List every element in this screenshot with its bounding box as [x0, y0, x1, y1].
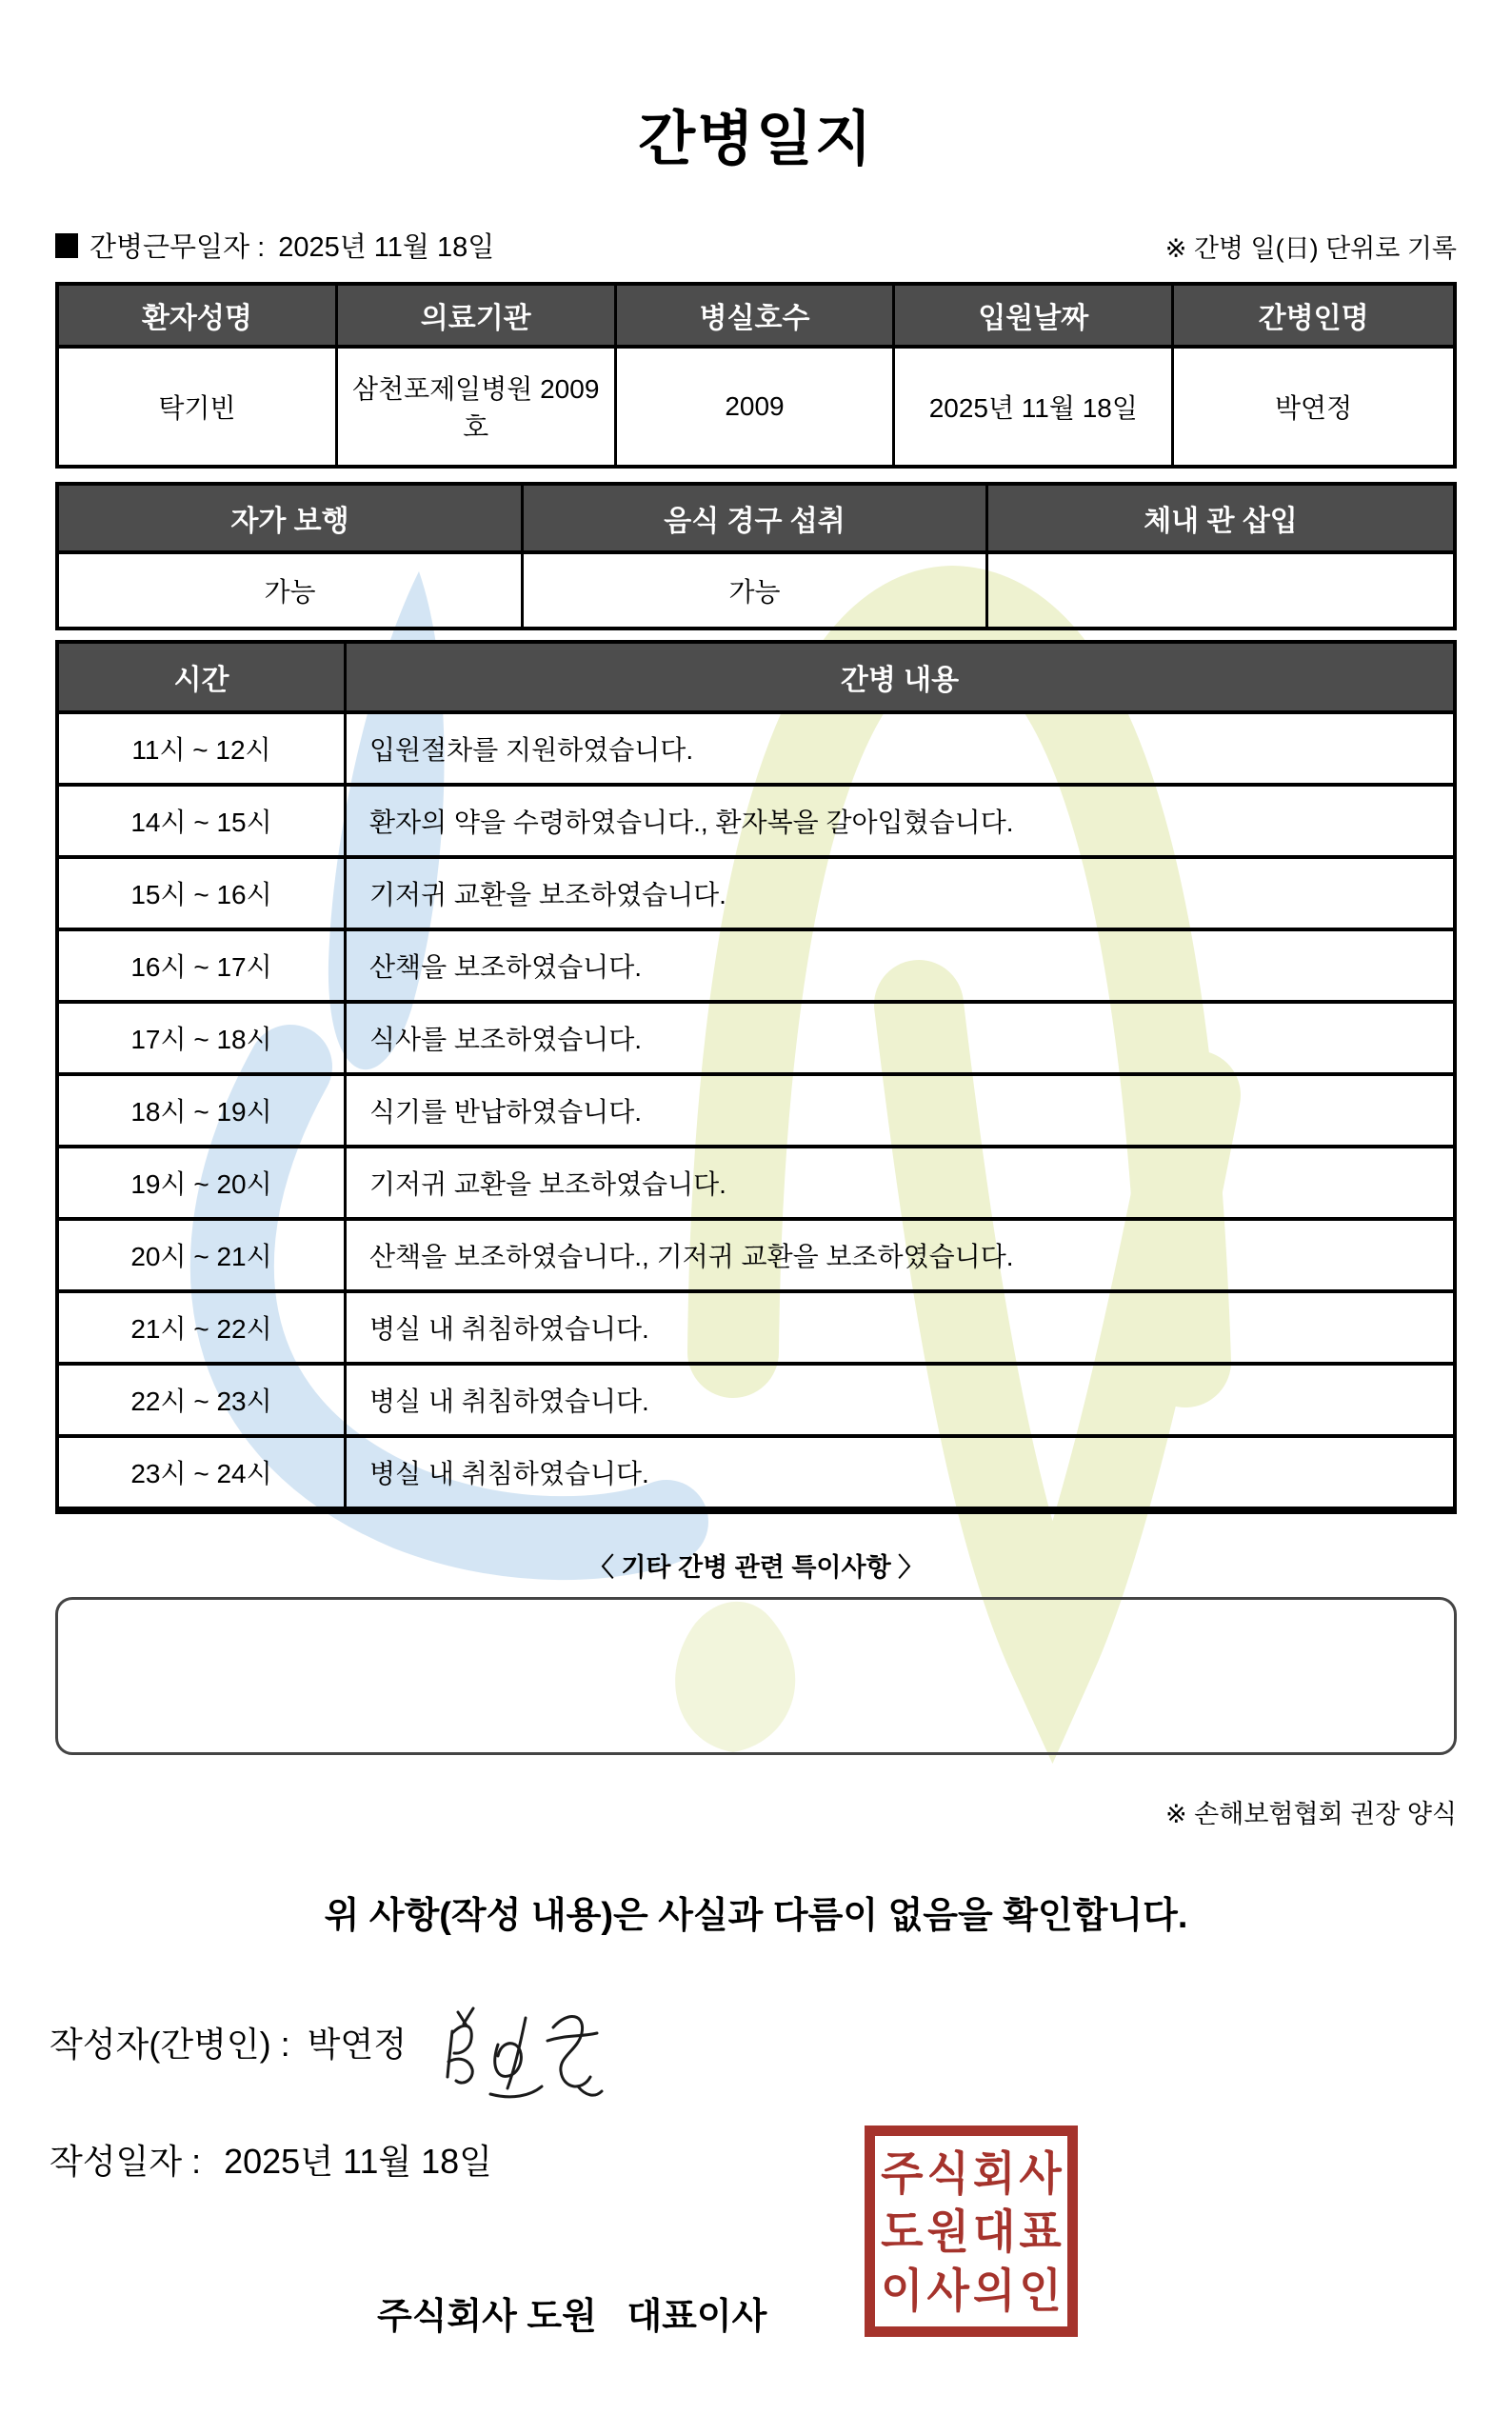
special-notes-heading: 〈 기타 간병 관련 특이사항 〉	[587, 1553, 925, 1582]
company-ceo-line: 주식회사 도원 대표이사	[377, 2297, 767, 2337]
writer-row	[50, 1987, 1457, 2097]
record-unit-note: ※ 간병 일(日) 단위로 기록	[1164, 234, 1457, 263]
care-row-time: 21시 ~ 22시	[59, 1293, 347, 1366]
caregiver-name-value: 박연정	[1275, 393, 1353, 423]
col-header-self-walking: 자가 보행	[59, 486, 524, 554]
care-row-content: 산책을 보조하였습니다., 기저귀 교환을 보조하였습니다.	[347, 1221, 1453, 1293]
care-row-content: 병실 내 취침하였습니다.	[347, 1293, 1453, 1366]
care-row-time: 22시 ~ 23시	[59, 1366, 347, 1438]
care-row-time: 19시 ~ 20시	[59, 1148, 347, 1221]
col-header-tube-insertion: 체내 관 삽입	[988, 486, 1453, 554]
tube-insertion-value	[988, 554, 1453, 627]
care-row-time: 18시 ~ 19시	[59, 1076, 347, 1148]
care-row-time: 11시 ~ 12시	[59, 714, 347, 787]
patient-name-value: 탁기빈	[59, 349, 338, 465]
work-date-label: 간병근무일자 :	[90, 232, 266, 263]
writer-label: 작성자(간병인) :	[50, 2025, 290, 2064]
work-date-value: 2025년 11월 18일	[278, 232, 495, 263]
care-row-content: 환자의 약을 수령하였습니다., 환자복을 갈아입혔습니다.	[347, 787, 1453, 859]
col-header-room-number: 병실호수	[617, 286, 896, 349]
col-header-medical-institution: 의료기관	[338, 286, 617, 349]
confirmation-statement: 위 사항(작성 내용)은 사실과 다름이 없음을 확인합니다.	[324, 1896, 1188, 1936]
written-date-value: 2025년 11월 18일	[224, 2142, 492, 2181]
special-notes-box	[55, 1597, 1457, 1755]
medical-institution-value: 삼천포제일병원 2009호	[338, 349, 617, 465]
handwritten-signature	[435, 2001, 611, 2110]
written-date-row	[50, 2135, 1457, 2184]
self-walking-value: 가능	[59, 554, 524, 627]
care-row-time: 17시 ~ 18시	[59, 1004, 347, 1076]
care-row-content: 입원절차를 지원하였습니다.	[347, 714, 1453, 787]
work-date	[55, 226, 494, 265]
care-row-content: 병실 내 취침하였습니다.	[347, 1438, 1453, 1510]
col-header-oral-intake: 음식 경구 섭취	[524, 486, 988, 554]
patient-status-table	[55, 482, 1457, 630]
care-row-time: 20시 ~ 21시	[59, 1221, 347, 1293]
col-header-patient-name: 환자성명	[59, 286, 338, 349]
writer-name: 박연정	[307, 2025, 407, 2064]
care-row-content: 기저귀 교환을 보조하였습니다.	[347, 859, 1453, 931]
oral-intake-value: 가능	[524, 554, 988, 627]
care-row-content: 기저귀 교환을 보조하였습니다.	[347, 1148, 1453, 1221]
care-row-content: 산책을 보조하였습니다.	[347, 931, 1453, 1004]
page-title: 간병일지	[638, 107, 874, 172]
care-row-time: 16시 ~ 17시	[59, 931, 347, 1004]
seal-text-row: 도원대표	[881, 2205, 1065, 2258]
col-header-care-content: 간병 내용	[347, 644, 1453, 714]
insurance-association-form-note: ※ 손해보험협회 권장 양식	[1165, 1800, 1457, 1828]
work-date-row	[55, 226, 1457, 265]
admission-date-value: 2025년 11월 18일	[895, 349, 1174, 465]
care-row-time: 15시 ~ 16시	[59, 859, 347, 931]
col-header-caregiver-name: 간병인명	[1174, 286, 1453, 349]
seal-text-row: 이사의인	[881, 2264, 1065, 2316]
seal-text-row: 주식회사	[881, 2146, 1065, 2199]
care-row-content: 병실 내 취침하였습니다.	[347, 1366, 1453, 1438]
col-header-time: 시간	[59, 644, 347, 714]
written-date-label: 작성일자 :	[50, 2142, 202, 2181]
corporate-seal-stamp	[865, 2126, 1078, 2337]
care-row-content: 식사를 보조하였습니다.	[347, 1004, 1453, 1076]
black-square-bullet-icon	[55, 233, 78, 258]
care-row-time: 23시 ~ 24시	[59, 1438, 347, 1510]
care-log-table	[55, 640, 1457, 1514]
room-number-value: 2009	[617, 349, 896, 465]
patient-info-table	[55, 282, 1457, 469]
care-row-time: 14시 ~ 15시	[59, 787, 347, 859]
care-row-content: 식기를 반납하였습니다.	[347, 1076, 1453, 1148]
col-header-admission-date: 입원날짜	[895, 286, 1174, 349]
